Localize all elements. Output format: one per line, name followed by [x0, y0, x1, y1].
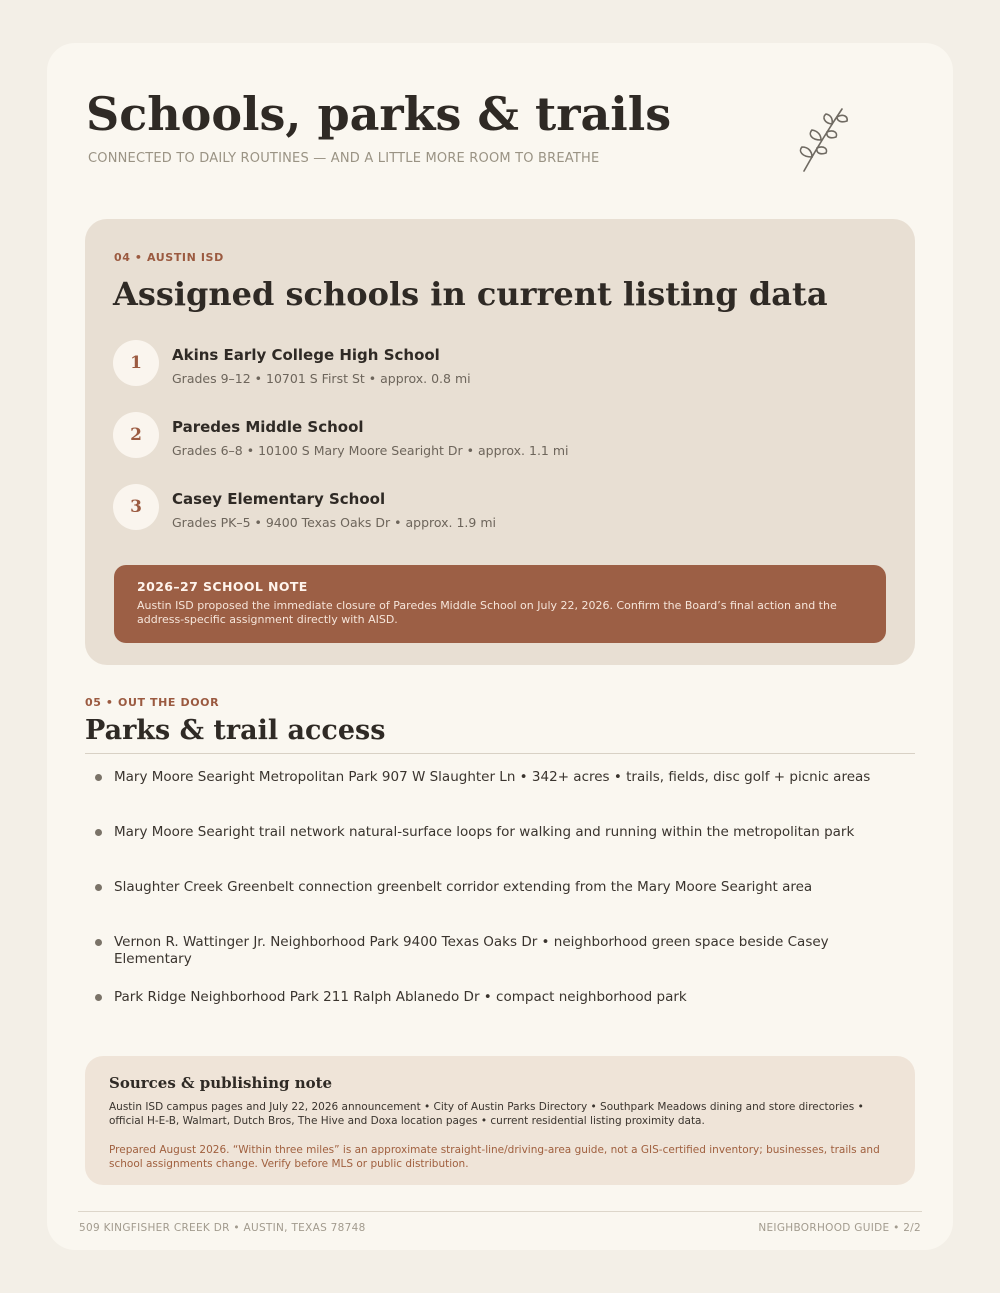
list-item: [85, 879, 885, 896]
school-note-title: 2026–27 SCHOOL NOTE: [137, 579, 308, 594]
sprig-icon: [792, 103, 854, 175]
footer-address: 509 KINGFISHER CREEK DR • AUSTIN, TEXAS 78748: [79, 1222, 366, 1234]
page-title: Schools, parks & trails: [86, 87, 672, 141]
list-item: [85, 824, 885, 841]
sources-body: Austin ISD campus pages and July 22, 2026 announcement • City of Austin Parks Directory • Southpark Meadows dining and store directories • official H-E-B, Walmart, Dutch Bros, The Hive and Doxa location pages • current residential listing proximity data.: [109, 1101, 864, 1127]
parks-kicker: 05 • OUT THE DOOR: [85, 696, 220, 709]
park-text: Mary Moore Searight trail network natural-surface loops for walking and running within the metropolitan park: [114, 824, 855, 840]
schools-title: Assigned schools in current listing data: [113, 275, 828, 313]
list-item: [85, 989, 885, 1006]
bullet-icon: [95, 829, 102, 836]
footer-divider: [78, 1211, 922, 1212]
park-text: Slaughter Creek Greenbelt connection greenbelt corridor extending from the Mary Moore Searight area: [114, 879, 813, 895]
school-detail: Grades 9–12 • 10701 S First St • approx. 0.8 mi: [172, 371, 471, 386]
school-name: Akins Early College High School: [172, 346, 440, 364]
footer-page-label: NEIGHBORHOOD GUIDE • 2/2: [758, 1222, 921, 1234]
park-text: Mary Moore Searight Metropolitan Park 907 W Slaughter Ln • 342+ acres • trails, fields, disc golf + picnic areas: [114, 769, 871, 785]
school-list: [113, 340, 893, 556]
parks-list: [85, 769, 885, 1044]
sources-card: [85, 1056, 915, 1185]
school-number-badge: 1: [113, 340, 159, 386]
school-detail: Grades 6–8 • 10100 S Mary Moore Searight Dr • approx. 1.1 mi: [172, 443, 569, 458]
schools-kicker: 04 • AUSTIN ISD: [114, 251, 224, 264]
school-number-badge: 2: [113, 412, 159, 458]
school-item-akins: [113, 340, 893, 412]
school-detail: Grades PK–5 • 9400 Texas Oaks Dr • approx. 1.9 mi: [172, 515, 496, 530]
schools-card: [85, 219, 915, 665]
school-name: Casey Elementary School: [172, 490, 386, 508]
school-number-badge: 3: [113, 484, 159, 530]
page-subtitle: CONNECTED TO DAILY ROUTINES — AND A LITTLE MORE ROOM TO BREATHE: [88, 151, 600, 166]
bullet-icon: [95, 884, 102, 891]
school-item-paredes: [113, 412, 893, 484]
bullet-icon: [95, 939, 102, 946]
school-item-casey: [113, 484, 893, 556]
sources-title: Sources & publishing note: [109, 1074, 333, 1092]
school-note-callout: [114, 565, 886, 643]
list-item: [85, 769, 885, 786]
park-text: Park Ridge Neighborhood Park 211 Ralph Ablanedo Dr • compact neighborhood park: [114, 989, 687, 1005]
section-divider: [85, 753, 915, 754]
publishing-note: Prepared August 2026. “Within three miles” is an approximate straight-line/driving-area guide, not a GIS-certified inventory; businesses, trails and school assignments change. Verify before MLS or public distribution.: [109, 1144, 880, 1170]
park-text: Vernon R. Wattinger Jr. Neighborhood Park 9400 Texas Oaks Dr • neighborhood green space beside Casey Elementary: [114, 934, 829, 967]
page: [47, 43, 953, 1250]
bullet-icon: [95, 774, 102, 781]
bullet-icon: [95, 994, 102, 1001]
parks-title: Parks & trail access: [85, 715, 386, 746]
school-note-body: Austin ISD proposed the immediate closure of Paredes Middle School on July 22, 2026. Confirm the Board’s final action and the address-specific assignment directly with AISD.: [137, 599, 837, 626]
list-item: [85, 934, 885, 968]
school-name: Paredes Middle School: [172, 418, 364, 436]
